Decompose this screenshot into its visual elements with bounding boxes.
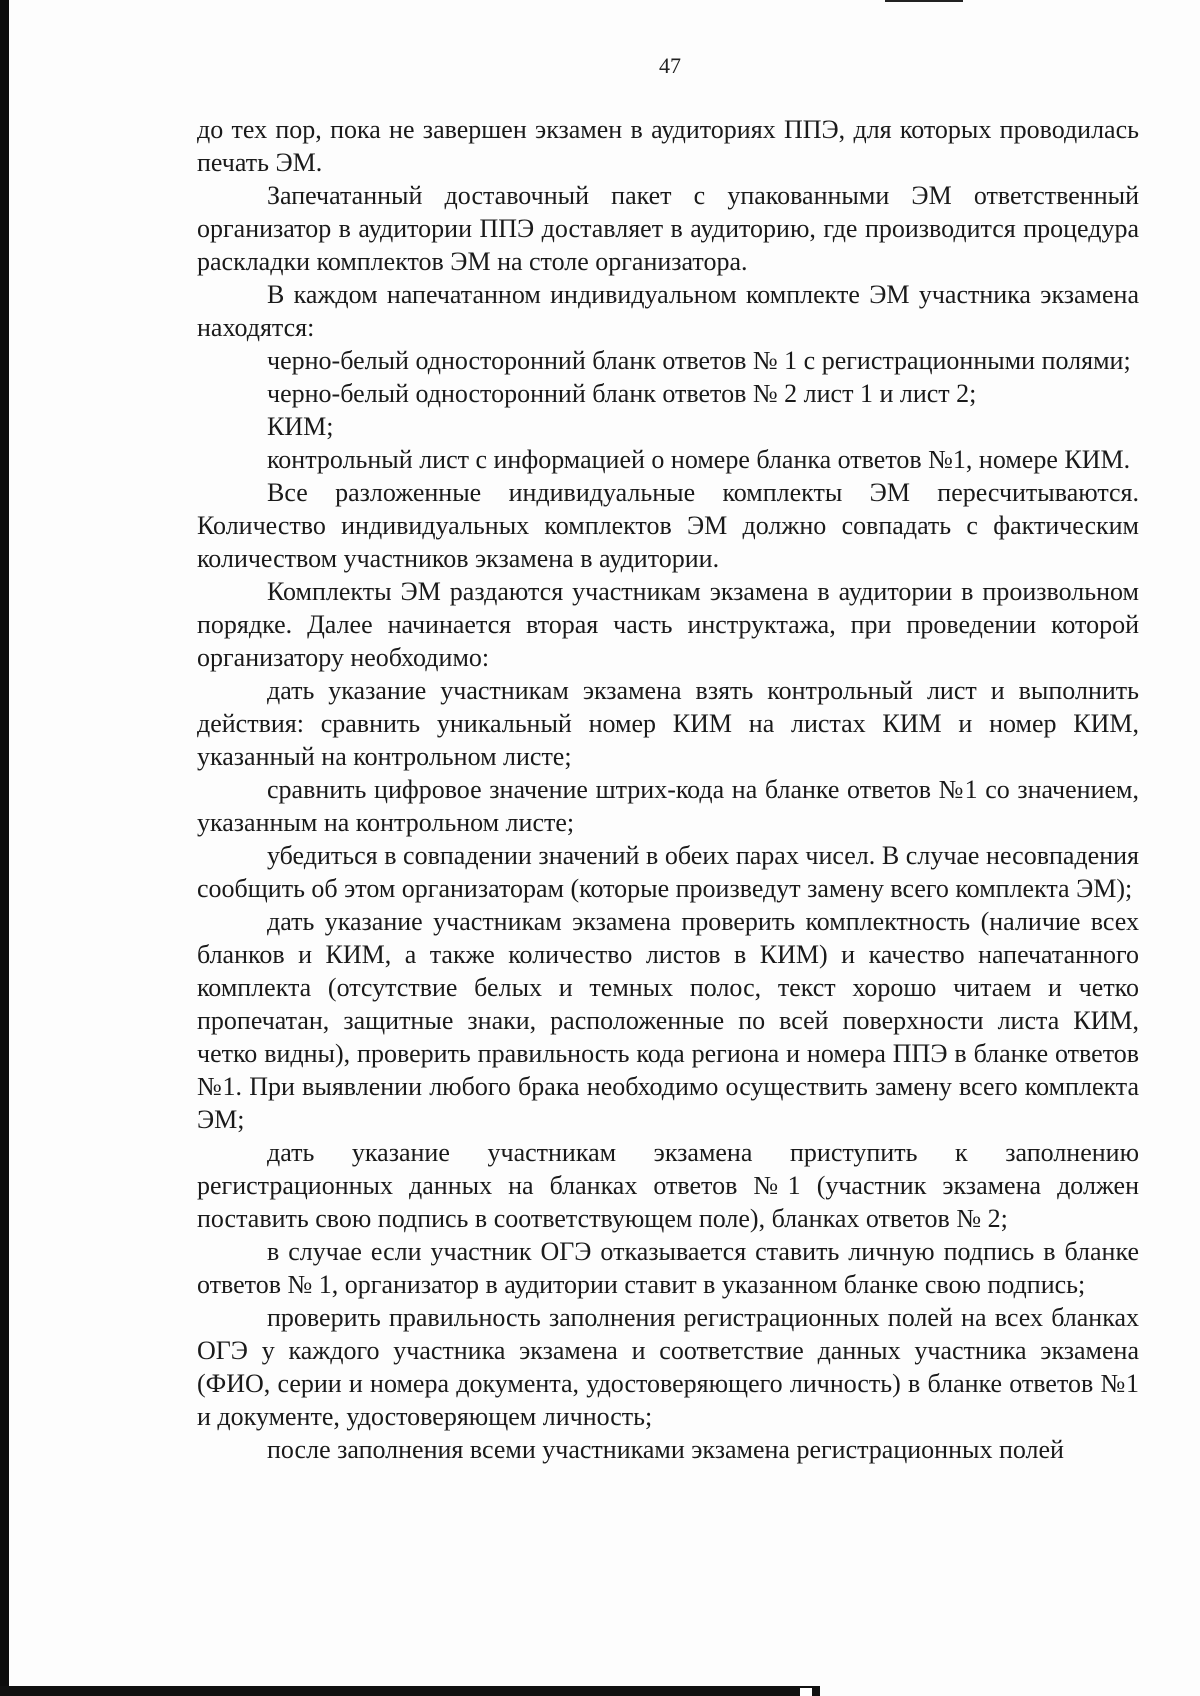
list-item: проверить правильность заполнения регистрационных полей на всех бланках ОГЭ у каждого участника экзамена и соответствие данных участника экзамена (ФИО, серии и номера документа, удостоверяющего личность) в бланке ответов №1 и документе, удостоверяющем личность; [197, 1303, 1139, 1431]
scan-border-bottom [0, 1686, 820, 1696]
document-body [197, 113, 1139, 1466]
paragraph: Запечатанный доставочный пакет с упакованными ЭМ ответственный организатор в аудитории ППЭ доставляет в аудиторию, где производится процедура раскладки комплектов ЭМ на столе организатора. [197, 181, 1139, 276]
scan-border-gap [800, 1688, 812, 1696]
list-item: КИМ; [267, 412, 334, 441]
paragraph: Все разложенные индивидуальные комплекты ЭМ пересчитываются. Количество индивидуальных комплектов ЭМ должно совпадать с фактическим количеством участников экзамена в аудитории. [197, 478, 1139, 573]
list-item: дать указание участникам экзамена приступить к заполнению регистрационных данных на бланках ответов №1 (участник экзамена должен поставить свою подпись в соответствующем поле), бланках ответов № 2; [197, 1138, 1139, 1233]
list-item: дать указание участникам экзамена взять контрольный лист и выполнить действия: сравнить уникальный номер КИМ на листах КИМ и номер КИМ, указанный на контрольном листе; [197, 676, 1139, 771]
list-item: убедиться в совпадении значений в обеих парах чисел. В случае несовпадения сообщить об этом организаторам (которые произведут замену всего комплекта ЭМ); [197, 841, 1139, 903]
scan-border-left [0, 0, 9, 1696]
list-item: в случае если участник ОГЭ отказывается ставить личную подпись в бланке ответов № 1, организатор в аудитории ставит в указанном бланке свою подпись; [197, 1237, 1139, 1299]
scan-mark-top [885, 0, 963, 2]
list-item: сравнить цифровое значение штрих-кода на бланке ответов №1 со значением, указанным на контрольном листе; [197, 775, 1139, 837]
paragraph: до тех пор, пока не завершен экзамен в аудиториях ППЭ, для которых проводилась печать ЭМ. [197, 115, 1139, 177]
list-item: дать указание участникам экзамена проверить комплектность (наличие всех бланков и КИМ, а также количество листов в КИМ) и качество напечатанного комплекта (отсутствие белых и темных полос, текст хорошо читаем и четко пропечатан, защитные знаки, расположенные по всей поверхности листа КИМ, четко видны), проверить правильность кода региона и номера ППЭ в бланке ответов №1. При выявлении любого брака необходимо осуществить замену всего комплекта ЭМ; [197, 907, 1139, 1134]
paragraph: В каждом напечатанном индивидуальном комплекте ЭМ участника экзамена находятся: [197, 280, 1139, 342]
list-item: контрольный лист с информацией о номере бланка ответов №1, номере КИМ. [267, 445, 1131, 474]
page-number: 47 [659, 53, 681, 78]
list-item: после заполнения всеми участниками экзамена регистрационных полей [267, 1435, 1064, 1464]
list-item: черно-белый односторонний бланк ответов № 1 с регистрационными полями; [267, 346, 1131, 375]
paragraph: Комплекты ЭМ раздаются участникам экзамена в аудитории в произвольном порядке. Далее начинается вторая часть инструктажа, при проведении которой организатору необходимо: [197, 577, 1139, 672]
list-item: черно-белый односторонний бланк ответов № 2 лист 1 и лист 2; [267, 379, 977, 408]
